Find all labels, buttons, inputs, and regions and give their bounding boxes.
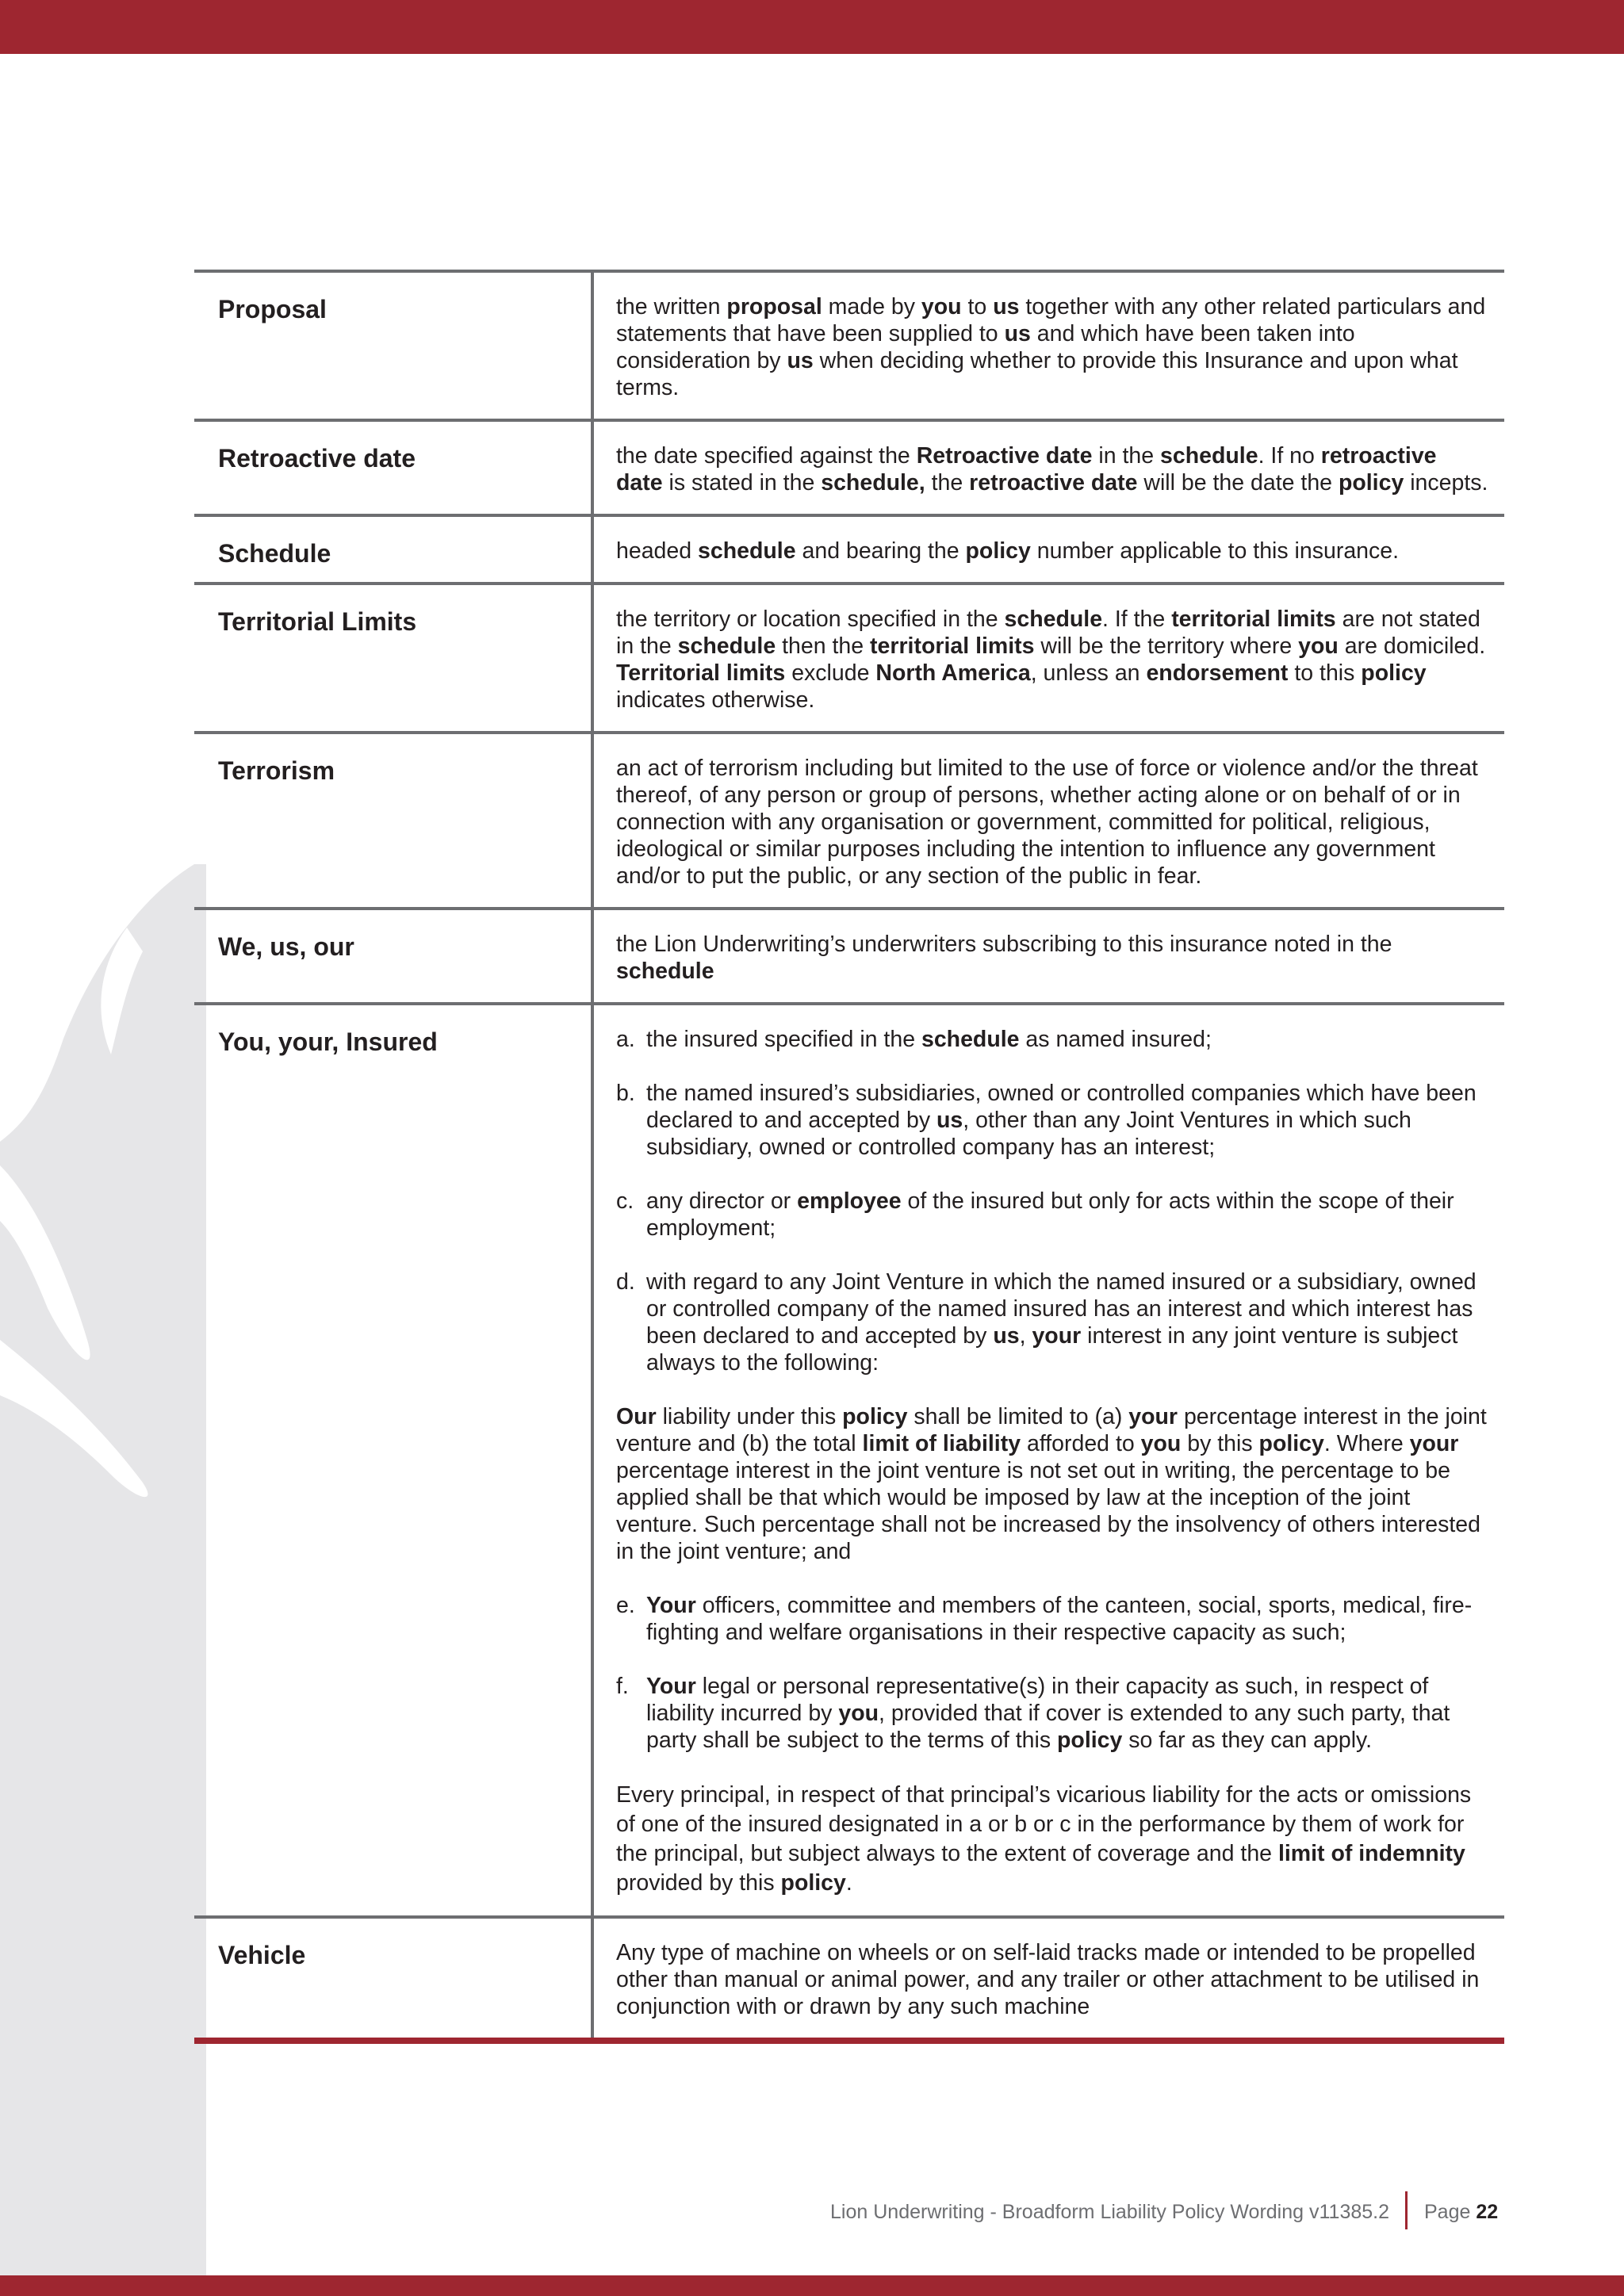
list-item-text <box>646 1080 1488 1161</box>
text-segment: exclude <box>785 660 876 686</box>
definition-text <box>616 538 1488 564</box>
text-segment: afforded to <box>1021 1431 1141 1456</box>
text-segment: headed <box>616 538 699 564</box>
defined-term-emphasis: proposal <box>726 294 822 320</box>
defined-term-emphasis: policy <box>842 1404 908 1429</box>
text-segment: the date specified against the <box>616 443 917 469</box>
defined-term-emphasis: policy <box>965 538 1031 564</box>
list-marker: a. <box>616 1027 635 1052</box>
text-segment: to this <box>1288 660 1362 686</box>
text-segment: incepts. <box>1404 470 1488 496</box>
defined-term-emphasis: policy <box>1258 1431 1324 1456</box>
text-segment: Every principal, in respect of that principal’s vicarious liability for the acts or omissions of one of the insured designated in a or b or c in the performance by them of work for the principal, but subject always to the extent of coverage and the <box>616 1782 1472 1866</box>
text-segment: , other than any Joint Ventures in which such subsidiary, owned or controlled company has an interest; <box>646 1108 1411 1160</box>
list-marker: b. <box>616 1081 635 1106</box>
definition-row <box>194 1917 1504 2041</box>
text-segment: . If the <box>1102 607 1172 632</box>
definition-text <box>616 442 1488 496</box>
definition-row <box>194 271 1504 420</box>
term-cell <box>194 420 592 515</box>
text-segment: the territory or location specified in the <box>616 607 1005 632</box>
defined-term-emphasis: schedule, <box>821 470 925 496</box>
defined-term-emphasis: us <box>787 348 814 373</box>
definition-term: You, your, Insured <box>218 1027 438 1056</box>
text-segment: in the <box>1092 443 1161 469</box>
definition-term: Vehicle <box>218 1941 306 1969</box>
defined-term-emphasis: retroactive date <box>616 443 1437 496</box>
header-band <box>0 0 1624 54</box>
footer-page-number <box>1424 2201 1498 2224</box>
list-item-text <box>646 1188 1488 1242</box>
text-segment: shall be limited to (a) <box>907 1404 1129 1429</box>
defined-term-emphasis: employee <box>797 1188 902 1214</box>
text-segment: number applicable to this insurance. <box>1030 538 1400 564</box>
text-segment: , <box>1019 1323 1032 1349</box>
text-segment: will be the date the <box>1137 470 1339 496</box>
definition-term: We, us, our <box>218 932 354 961</box>
term-cell <box>194 271 592 420</box>
defined-term-emphasis: territorial limits <box>1171 607 1336 632</box>
footer-document-title: Lion Underwriting - Broadform Liability Policy Wording v11385.2 <box>830 2201 1389 2223</box>
defined-term-emphasis: Your <box>646 1593 696 1618</box>
definition-text <box>616 293 1488 401</box>
lion-watermark-icon <box>0 864 206 2296</box>
definition-row <box>194 515 1504 584</box>
term-cell <box>194 909 592 1004</box>
text-segment: provided by this <box>616 1870 781 1896</box>
defined-term-emphasis: you <box>838 1701 879 1726</box>
defined-term-emphasis: Your <box>646 1674 696 1699</box>
defined-term-emphasis: endorsement <box>1146 660 1289 686</box>
definition-list-item <box>616 1592 1488 1646</box>
list-marker: e. <box>616 1593 635 1618</box>
defined-term-emphasis: retroactive date <box>969 470 1138 496</box>
text-segment: , provided that if cover is extended to any such party, that party shall be subject to the terms of this <box>646 1701 1450 1753</box>
definitions-table <box>194 270 1504 2044</box>
defined-term-emphasis: limit of liability <box>862 1431 1021 1456</box>
text-segment: to <box>961 294 994 320</box>
text-segment: the insured specified in the <box>646 1027 921 1052</box>
defined-term-emphasis: schedule <box>616 959 714 984</box>
text-segment: when deciding whether to provide this Insurance and upon what terms. <box>616 348 1458 400</box>
definition-row <box>194 733 1504 909</box>
definition-row <box>194 420 1504 515</box>
defined-term-emphasis: schedule <box>677 633 776 659</box>
text-segment: officers, committee and members of the canteen, social, sports, medical, fire-fighting and welfare organisations in their respective capacity as such; <box>646 1593 1473 1645</box>
defined-term-emphasis: you <box>1140 1431 1182 1456</box>
definition-paragraph <box>616 1403 1488 1565</box>
text-segment: interest in any joint venture is subject always to the following: <box>646 1323 1458 1376</box>
definition-cell <box>592 584 1504 733</box>
defined-term-emphasis: us <box>993 294 1020 320</box>
definition-cell <box>592 733 1504 909</box>
text-segment: then the <box>776 633 871 659</box>
defined-term-emphasis: Territorial limits <box>616 660 786 686</box>
definition-cell <box>592 515 1504 584</box>
text-segment: is stated in the <box>662 470 822 496</box>
text-segment: percentage interest in the joint venture is not set out in writing, the percentage to be applied shall be that which would be imposed by law at the inception of the joint venture. Such percentage shall not be increased by the insolvency of others interested in the joint venture; and <box>616 1458 1480 1564</box>
footer-band <box>0 2275 1624 2296</box>
text-segment: . If no <box>1258 443 1321 469</box>
list-marker: f. <box>616 1674 629 1699</box>
text-segment: as named insured; <box>1019 1027 1212 1052</box>
list-item-text <box>646 1269 1488 1376</box>
text-segment: Any type of machine on wheels or on self-laid tracks made or intended to be propelled other than manual or animal power, and any trailer or other attachment to be utilised in conjunction with or drawn by any such machine <box>616 1940 1480 2019</box>
page-footer <box>0 2190 1624 2229</box>
defined-term-emphasis: schedule <box>921 1027 1020 1052</box>
footer-divider <box>1405 2191 1408 2229</box>
defined-term-emphasis: us <box>936 1108 963 1133</box>
defined-term-emphasis: your <box>1032 1323 1082 1349</box>
defined-term-emphasis: you <box>921 294 962 320</box>
text-segment: by this <box>1181 1431 1259 1456</box>
defined-term-emphasis: you <box>1298 633 1339 659</box>
definition-list-item <box>616 1080 1488 1161</box>
definition-cell <box>592 1004 1504 1917</box>
term-cell <box>194 1004 592 1917</box>
defined-term-emphasis: us <box>1004 321 1031 346</box>
list-item-text <box>646 1026 1488 1053</box>
defined-term-emphasis: schedule <box>1160 443 1258 469</box>
definition-text <box>616 755 1488 890</box>
definition-term: Schedule <box>218 539 331 568</box>
definition-row <box>194 909 1504 1004</box>
definition-text <box>616 1939 1488 2020</box>
list-marker: d. <box>616 1269 635 1295</box>
definition-term: Retroactive date <box>218 444 416 473</box>
definition-term: Territorial Limits <box>218 607 417 636</box>
text-segment: the named insured’s subsidiaries, owned or controlled companies which have been declared to and accepted by <box>646 1081 1477 1133</box>
definition-row <box>194 1004 1504 1917</box>
text-segment: the Lion Underwriting’s underwriters subscribing to this insurance noted in the <box>616 932 1392 957</box>
definition-cell <box>592 1917 1504 2041</box>
text-segment: an act of terrorism including but limited to the use of force or violence and/or the threat thereof, of any person or group of persons, whether acting alone or on behalf of or in connection with any organisation or government, committed for political, religious, ideological or similar purposes including the intention to influence any government and/or to put the public, or any section of the public in fear. <box>616 756 1478 889</box>
definition-cell <box>592 420 1504 515</box>
defined-term-emphasis: us <box>993 1323 1020 1349</box>
text-segment: the <box>925 470 970 496</box>
text-segment: together with any other related particulars and statements that have been supplied to <box>616 294 1486 346</box>
definition-cell <box>592 909 1504 1004</box>
text-segment: are domiciled. <box>1338 633 1486 659</box>
defined-term-emphasis: policy <box>1338 470 1404 496</box>
definition-paragraph <box>616 1781 1488 1898</box>
definition-cell <box>592 271 1504 420</box>
text-segment: the written <box>616 294 727 320</box>
definition-list-item <box>616 1026 1488 1053</box>
page-number: 22 <box>1476 2201 1499 2223</box>
text-segment: any director or <box>646 1188 798 1214</box>
definition-term: Proposal <box>218 295 327 323</box>
text-segment: . Where <box>1323 1431 1410 1456</box>
term-cell <box>194 584 592 733</box>
text-segment: and bearing the <box>795 538 966 564</box>
defined-term-emphasis: schedule <box>698 538 796 564</box>
defined-term-emphasis: schedule <box>1004 607 1103 632</box>
defined-term-emphasis: your <box>1128 1404 1178 1429</box>
defined-term-emphasis: policy <box>780 1870 846 1896</box>
defined-term-emphasis: North America <box>875 660 1031 686</box>
text-segment: and which have been taken into consideration by <box>616 321 1355 373</box>
definition-list-item <box>616 1269 1488 1376</box>
text-segment: legal or personal representative(s) in their capacity as such, in respect of liability incurred by <box>646 1674 1429 1726</box>
definition-term: Terrorism <box>218 756 335 785</box>
definition-list-item <box>616 1188 1488 1242</box>
defined-term-emphasis: limit of indemnity <box>1277 1841 1465 1866</box>
text-segment: with regard to any Joint Venture in which the named insured or a subsidiary, owned or controlled company of the named insured has an interest and which interest has been declared to and accepted by <box>646 1269 1477 1349</box>
defined-term-emphasis: policy <box>1057 1728 1123 1753</box>
definition-text <box>616 931 1488 985</box>
footer-page-label: Page <box>1424 2201 1471 2223</box>
list-item-text <box>646 1673 1488 1754</box>
text-segment: . <box>845 1870 852 1896</box>
text-segment: made by <box>822 294 921 320</box>
term-cell <box>194 733 592 909</box>
text-segment: percentage interest in the joint venture and (b) the total <box>616 1404 1487 1456</box>
definition-row <box>194 584 1504 733</box>
text-segment: so far as they can apply. <box>1122 1728 1373 1753</box>
definition-text <box>616 606 1488 714</box>
defined-term-emphasis: policy <box>1361 660 1427 686</box>
text-segment: , unless an <box>1030 660 1147 686</box>
text-segment: are not stated in the <box>616 607 1480 659</box>
term-cell <box>194 1917 592 2041</box>
list-marker: c. <box>616 1188 634 1214</box>
defined-term-emphasis: your <box>1409 1431 1459 1456</box>
text-segment: indicates otherwise. <box>616 687 815 713</box>
term-cell <box>194 515 592 584</box>
definition-list-item <box>616 1673 1488 1754</box>
text-segment: liability under this <box>656 1404 843 1429</box>
defined-term-emphasis: Retroactive date <box>916 443 1093 469</box>
text-segment: of the insured but only for acts within the scope of their employment; <box>646 1188 1454 1241</box>
list-item-text <box>646 1592 1488 1646</box>
text-segment: will be the territory where <box>1034 633 1299 659</box>
defined-term-emphasis: territorial limits <box>870 633 1035 659</box>
defined-term-emphasis: Our <box>616 1404 657 1429</box>
